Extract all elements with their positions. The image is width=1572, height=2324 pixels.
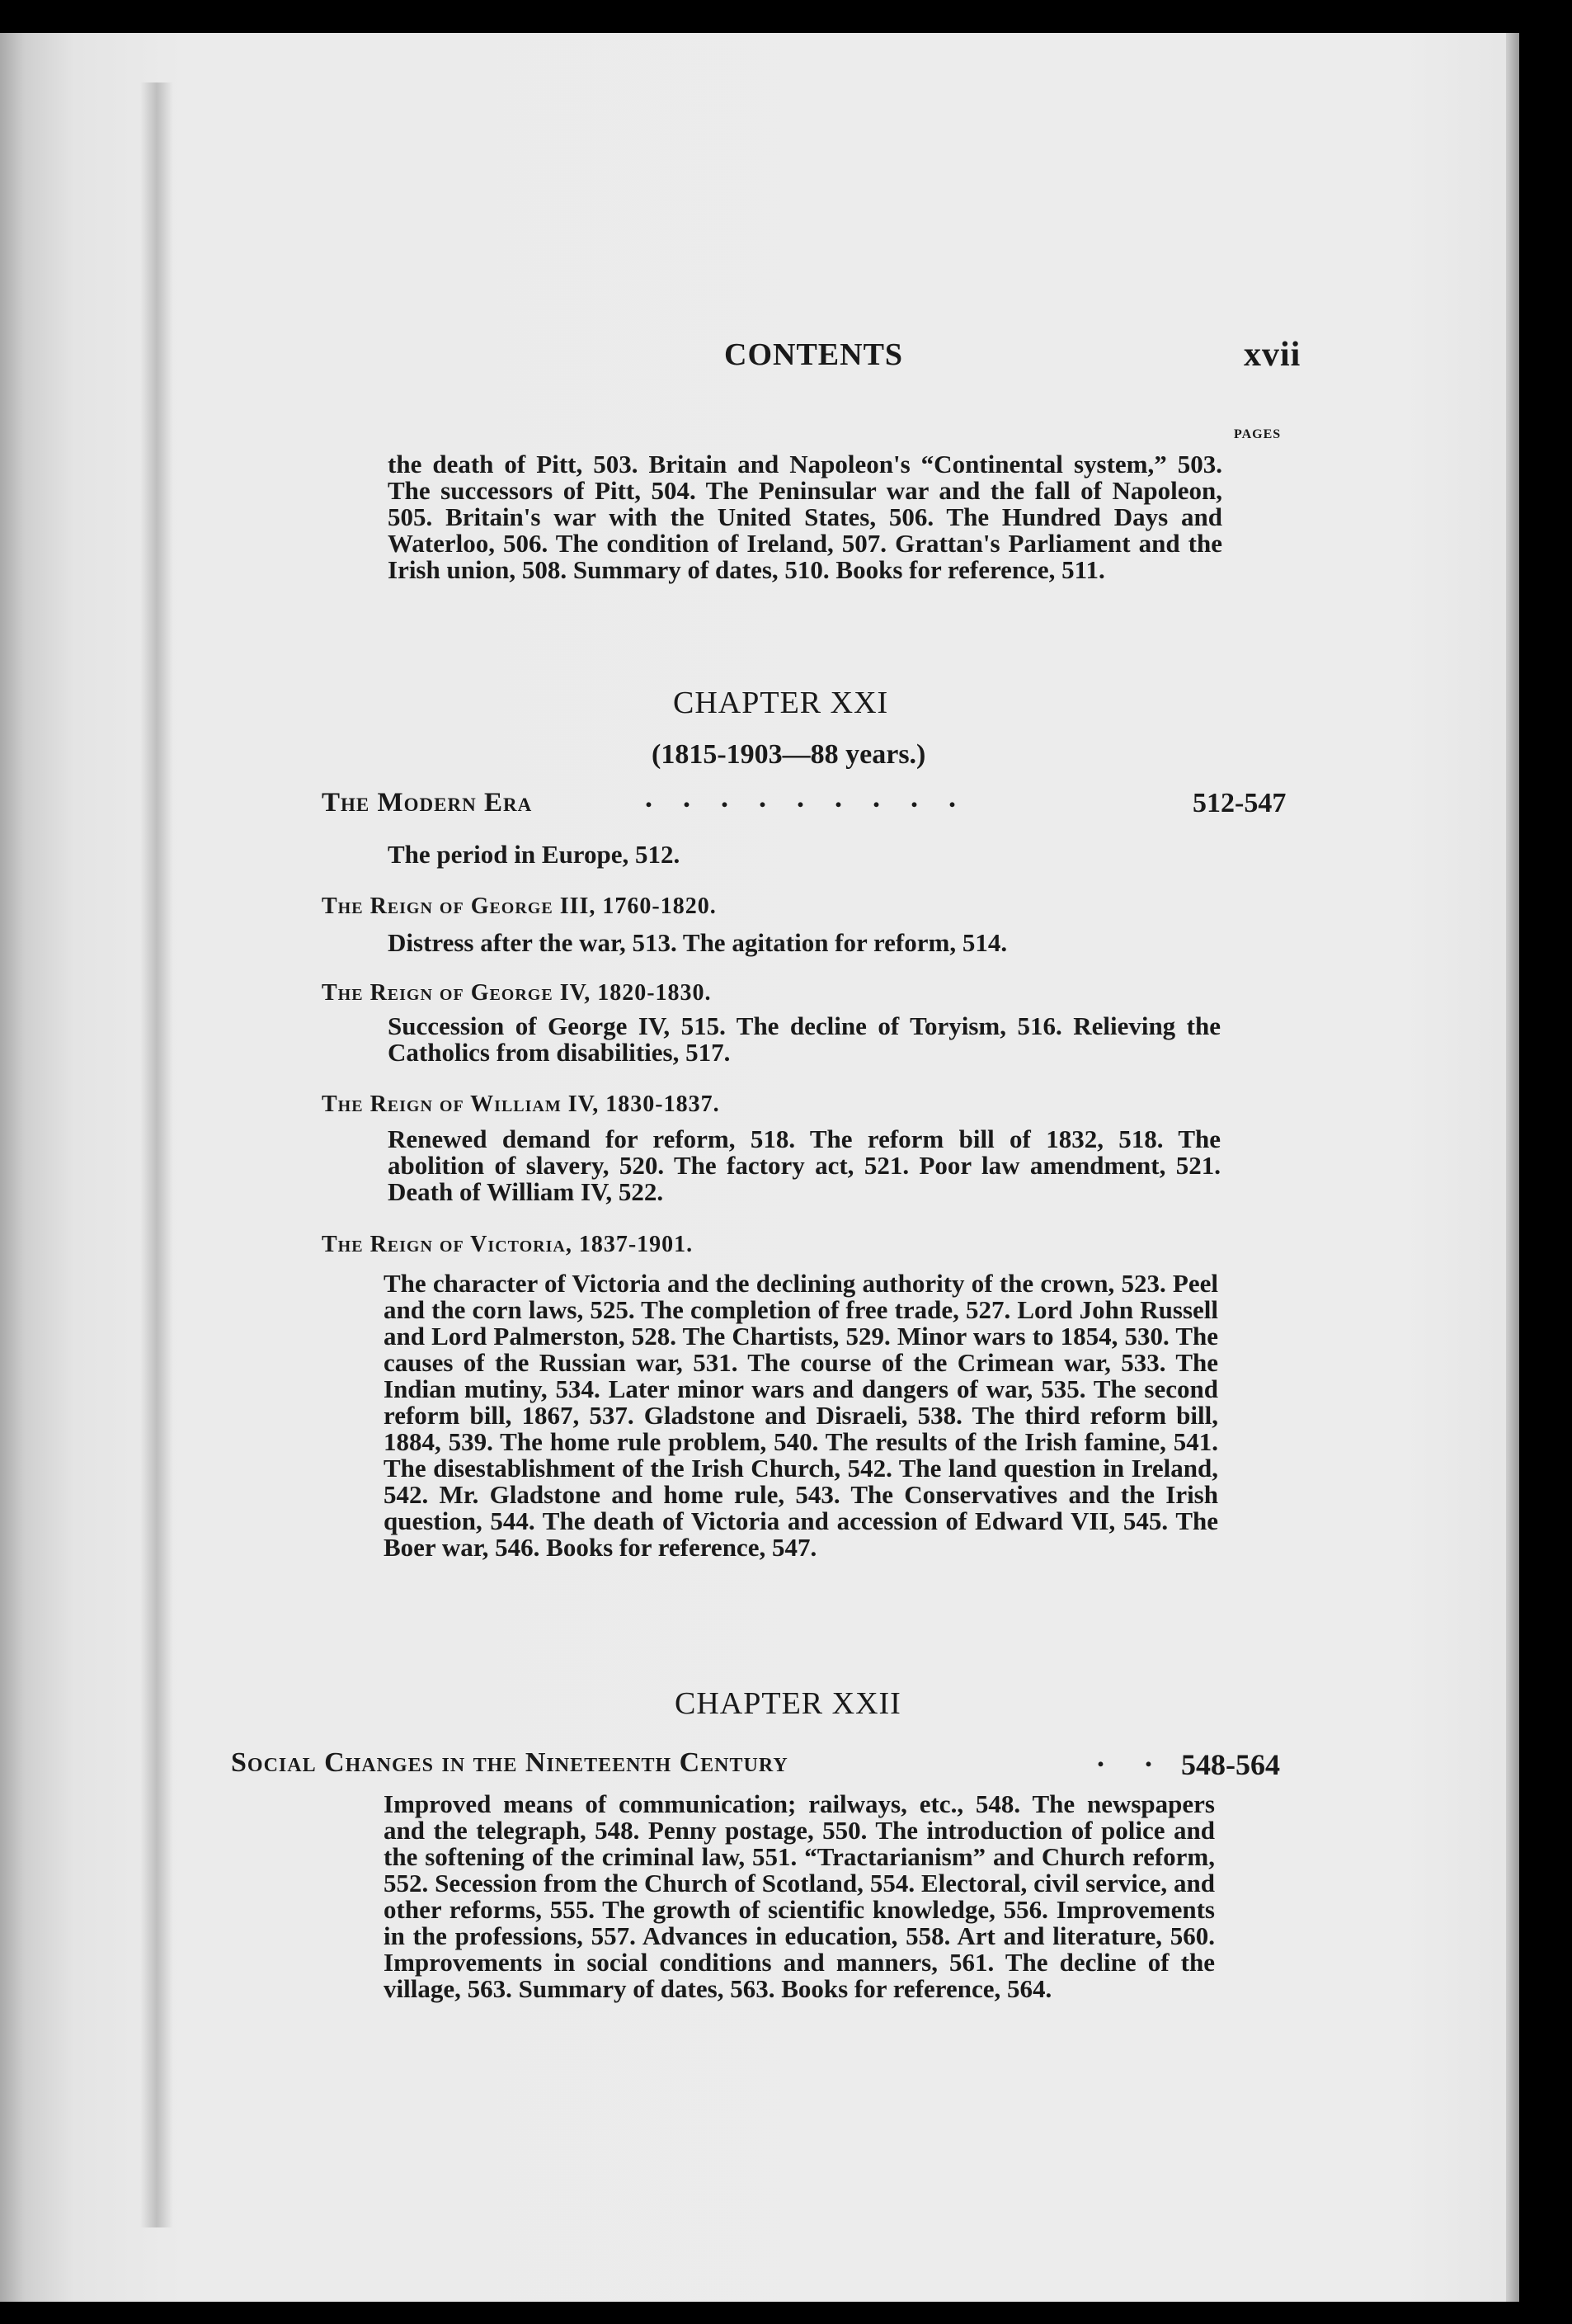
running-head-title: CONTENTS [724, 337, 904, 372]
pages-column-label: PAGES [1234, 427, 1282, 441]
chapter-22-heading: CHAPTER XXII [675, 1686, 901, 1721]
intro-paragraph: the death of Pitt, 503. Britain and Napoleon's “Continental system,” 503. The successors of Pitt, 504. The Peninsular war and the fall of Napoleon, 505. Britain's war with the United States, 506. The Hundred Days and Waterloo, 506. The condition of Ireland, 507. Grattan's Parliament and the Irish union, 508. Summary of dates, 510. Books for reference, 511. [388, 450, 1222, 584]
section-text-william-iv: Renewed demand for reform, 518. The reform bill of 1832, 518. The abolition of slavery, 520. The factory act, 521. Poor law amendment, 521. Death of William IV, 522. [388, 1124, 1221, 1206]
chapter-22-leader-dots: . . [1097, 1740, 1169, 1773]
section-text-victoria: The character of Victoria and the declining authority of the crown, 523. Peel and the corn laws, 525. The completion of free trade, 527. Lord John Russell and Lord Palmerston, 528. The Chartists, 529. Minor wars to 1854, 530. The causes of the Russian war, 531. The course of the Crimean war, 533. The Indian mutiny, 534. Later minor wars and dangers of war, 535. The second reform bill, 1867, 537. Gladstone and Disraeli, 538. The third reform bill, 1884, 539. The home rule problem, 540. The results of the Irish famine, 541. The disestablishment of the Irish Church, 542. The land question in Ireland, 542. Mr. Gladstone and home rule, 543. The Conservatives and the Irish question, 544. The death of Victoria and accession of Edward VII, 545. The Boer war, 546. Books for reference, 547. [384, 1269, 1218, 1562]
page-gutter-shadow [140, 82, 173, 2227]
chapter-22-text: Improved means of communication; railways, etc., 548. The newspapers and the telegraph, 548. Penny postage, 550. The introduction of police and the softening of the criminal law, 551. “Tractarianism” and Church reform, 552. Secession from the Church of Scotland, 554. Electoral, civil service, and other reforms, 555. The growth of scientific knowledge, 556. Improvements in the professions, 557. Advances in education, 558. Art and literature, 560. Improvements in social conditions and manners, 561. The decline of the village, 563. Summary of dates, 563. Books for reference, 564. [384, 1789, 1215, 2003]
section-title-william-iv: The Reign of William IV, 1830-1837. [322, 1091, 720, 1117]
chapter-22-pages: 548-564 [1181, 1748, 1280, 1781]
chapter-21-heading: CHAPTER XXI [673, 686, 889, 720]
section-title-george-iv: The Reign of George IV, 1820-1830. [322, 980, 712, 1006]
section-text-george-iii: Distress after the war, 513. The agitation for reform, 514. [388, 928, 1008, 957]
chapter-21-leader-dots: . . . . . . . . . [645, 780, 967, 813]
page-edge-shadow [1506, 33, 1519, 2302]
page-number: xvii [1244, 336, 1301, 374]
chapter-21-pages: 512-547 [1193, 788, 1287, 818]
section-title-george-iii: The Reign of George III, 1760-1820. [322, 893, 717, 919]
chapter-21-intro: The period in Europe, 512. [388, 840, 680, 869]
chapter-22-title: Social Changes in the Nineteenth Century [231, 1747, 788, 1778]
section-title-victoria: The Reign of Victoria, 1837-1901. [322, 1232, 694, 1257]
chapter-21-years: (1815-1903—88 years.) [652, 739, 926, 770]
chapter-21-title: The Modern Era [322, 788, 533, 818]
book-page [0, 33, 1519, 2302]
section-text-george-iv: Succession of George IV, 515. The decline of Toryism, 516. Relieving the Catholics from disabilities, 517. [388, 1011, 1221, 1067]
